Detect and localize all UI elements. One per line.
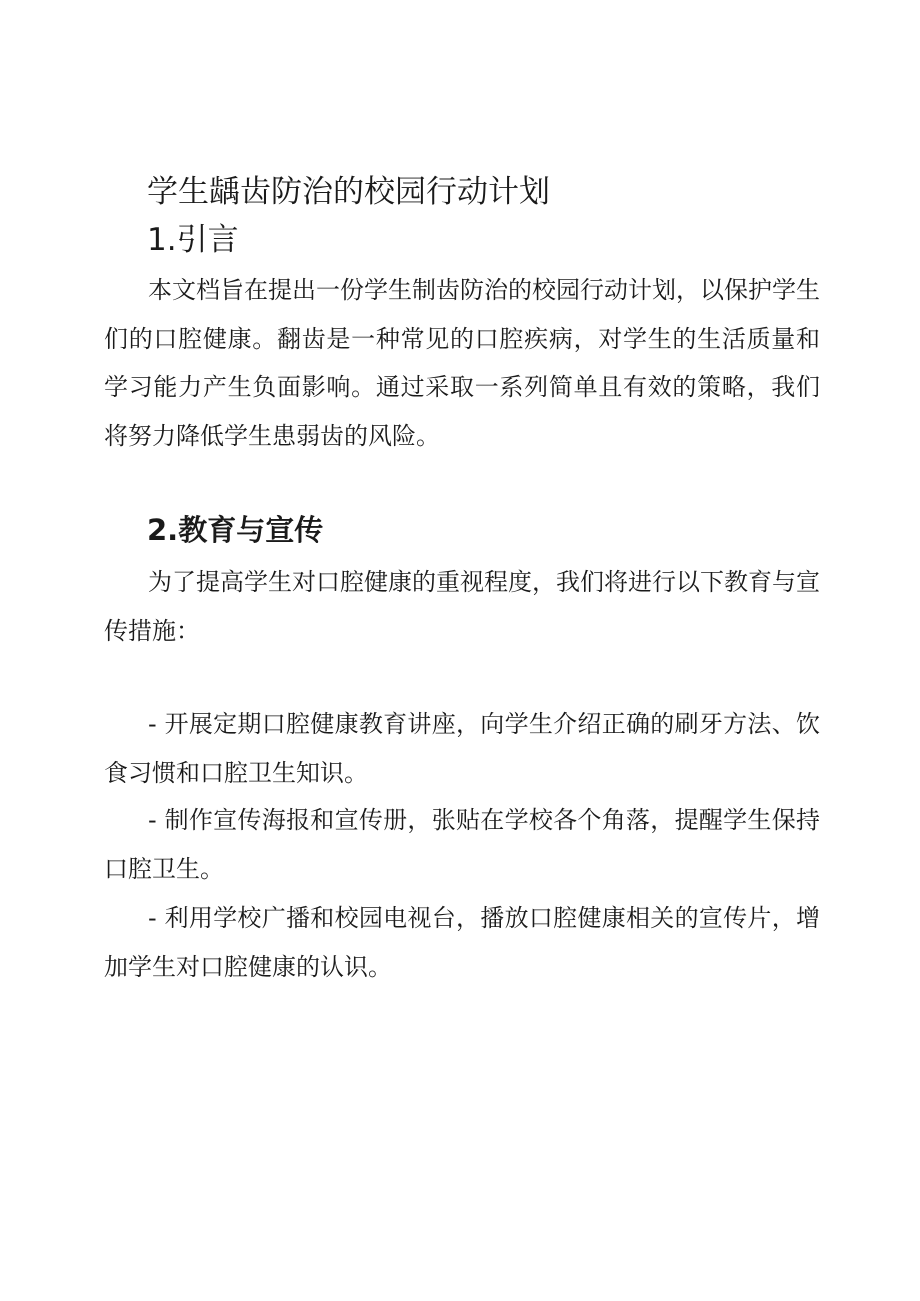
bullet-item-posters: - 制作宣传海报和宣传册，张贴在学校各个角落，提醒学生保持口腔卫生。 [104, 806, 820, 883]
bullet-item-broadcast: - 利用学校广播和校园电视台，播放口腔健康相关的宣传片，增加学生对口腔健康的认识。 [104, 904, 820, 981]
document-title: 学生龋齿防治的校园行动计划 [147, 174, 550, 210]
intro-paragraph: 本文档旨在提出一份学生制齿防治的校园行动计划，以保护学生们的口腔健康。翻齿是一种常见的口腔疾病，对学生的生活质量和学习能力产生负面影响。通过采取一系列简单且有效的策略，我们将努力降低学生患弱齿的风险。 [104, 276, 820, 450]
section-heading-intro: 1.引言 [147, 222, 239, 258]
section-heading-education: 2.教育与宣传 [147, 513, 324, 547]
bullet-item-lectures: - 开展定期口腔健康教育讲座，向学生介绍正确的刷牙方法、饮食习惯和口腔卫生知识。 [104, 710, 820, 787]
education-paragraph: 为了提高学生对口腔健康的重视程度，我们将进行以下教育与宣传措施： [104, 568, 820, 645]
